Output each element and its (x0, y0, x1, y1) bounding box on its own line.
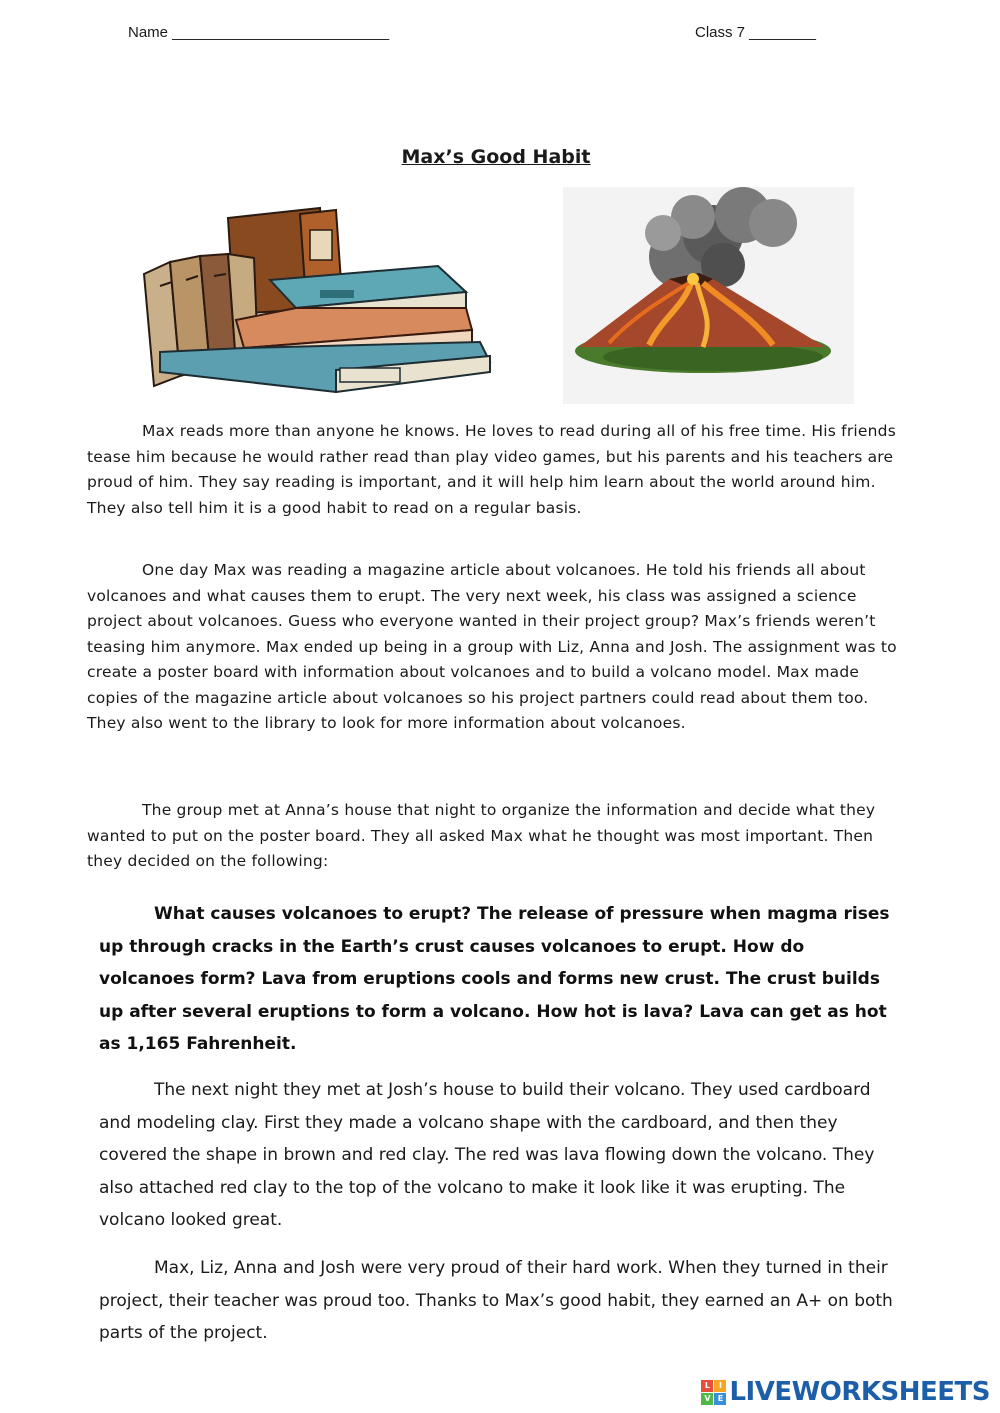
logo-mark-letter: I (714, 1380, 726, 1392)
logo-mark-letter: L (701, 1380, 713, 1392)
logo-mark-letter: V (701, 1393, 713, 1405)
liveworksheets-logo[interactable] (701, 1377, 990, 1407)
logo-text: LIVEWORKSHEETS (729, 1377, 990, 1407)
books-illustration (140, 196, 492, 396)
name-field-label: Name __________________________ (128, 24, 390, 41)
logo-mark-letter: E (714, 1393, 726, 1405)
logo-mark-icon (701, 1380, 726, 1405)
paragraph-3: The group met at Anna’s house that night to organize the information and decide what they wanted to put on the poster board. They all asked Max what he thought was most important. Then they decided on the following: (87, 801, 876, 870)
paragraph-2: One day Max was reading a magazine article about volcanoes. He told his friends all about volcanoes and what causes them to erupt. The very next week, his class was assigned a science project about volcanoes. Guess who everyone wanted in their project group? Max’s friends weren’t teasing him anymore. Max ended up being in a group with Liz, Anna and Josh. The assignment was to create a poster board with information about volcanoes and to build a volcano model. Max made copies of the magazine article about volcanoes so his project partners could read about them too. They also went to the library to look for more information about volcanoes. (87, 561, 897, 732)
paragraph-5: The next night they met at Josh’s house to build their volcano. They used cardboard and modeling clay. First they made a volcano shape with the cardboard, and then they covered the shape in brown and red clay. The red was lava flowing down the volcano. They also attached red clay to the top of the volcano to make it look like it was erupting. The volcano looked great. (99, 1080, 875, 1230)
volcano-illustration (563, 187, 854, 404)
class-field-label: Class 7 ________ (695, 24, 816, 41)
paragraph-6: Max, Liz, Anna and Josh were very proud of their hard work. When they turned in their project, their teacher was proud too. Thanks to Max’s good habit, they earned an A+ on both parts of the project. (99, 1258, 893, 1343)
paragraph-1: Max reads more than anyone he knows. He loves to read during all of his free time. His friends tease him because he would rather read than play video games, but his parents and his teachers are proud of him. They say reading is important, and it will help him learn about the world around him. They also tell him it is a good habit to read on a regular basis. (87, 422, 896, 517)
worksheet-title: Max’s Good Habit (401, 146, 591, 168)
paragraph-4-facts: What causes volcanoes to erupt? The release of pressure when magma rises up through cracks in the Earth’s crust causes volcanoes to erupt. How do volcanoes form? Lava from eruptions cools and forms new crust. The crust builds up after several eruptions to form a volcano. How hot is lava? Lava can get as hot as 1,165 Fahrenheit. (99, 904, 890, 1054)
